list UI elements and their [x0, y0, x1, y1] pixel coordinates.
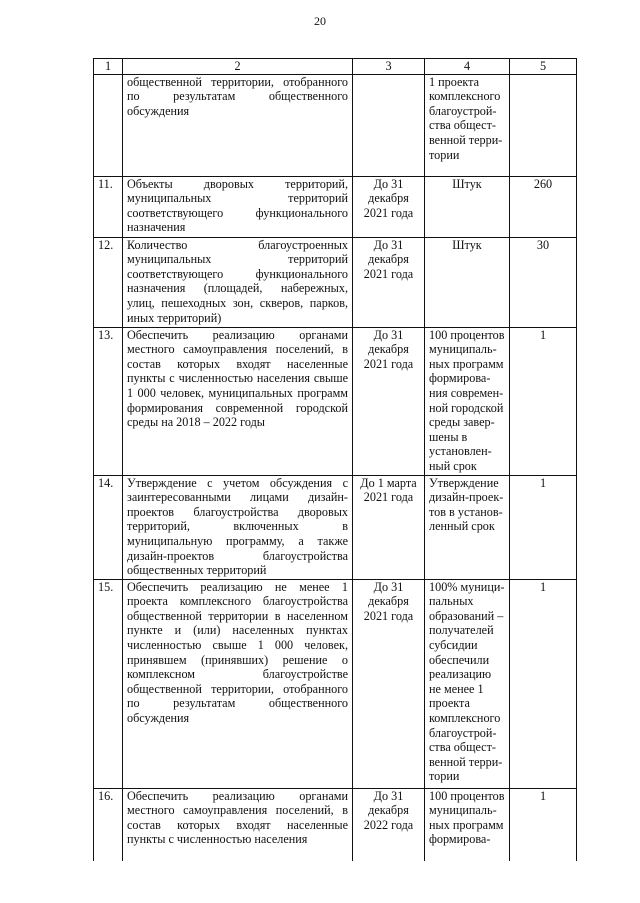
row-deadline: До 31 декабря 2022 года — [353, 788, 425, 861]
column-header: 1 — [94, 59, 123, 75]
row-number: 15. — [94, 579, 123, 788]
row-indicator: 100 процентов муниципаль-ных программ формирова- — [425, 788, 510, 861]
row-description: Количество благоустроенных муниципальных территорий соответствующего функционального назначения (площадей, набережных, улиц, пешеходных зон, скверов, парков, иных территорий) — [123, 237, 353, 327]
row-deadline: До 31 декабря 2021 года — [353, 579, 425, 788]
table-row — [94, 176, 577, 237]
table-row — [94, 475, 577, 579]
row-deadline: До 31 декабря 2021 года — [353, 237, 425, 327]
row-indicator: 100 процентов муниципаль-ных программ формирова-ния современ-ной городской среды завер-шены в установлен-ный срок — [425, 327, 510, 475]
row-description: Обеспечить реализацию не менее 1 проекта комплексного благоустройства общественной территории в населенном пункте и (или) населенных пунктах численностью свыше 1 000 человек, принявшем (принявших) решение о комплексном благоустройстве общественной территории, отобранного по результатам общественного обсуждения — [123, 579, 353, 788]
row-number: 12. — [94, 237, 123, 327]
row-indicator: Штук — [425, 237, 510, 327]
column-header: 2 — [123, 59, 353, 75]
row-description: Обеспечить реализацию органами местного самоуправления поселений, в состав которых входят населенные пункты с численностью населения — [123, 788, 353, 861]
row-indicator: Утверждение дизайн-проек-тов в установ-ленный срок — [425, 475, 510, 579]
row-value: 260 — [510, 176, 577, 237]
row-value: 1 — [510, 788, 577, 861]
row-value — [510, 74, 577, 176]
row-value: 1 — [510, 579, 577, 788]
row-number: 13. — [94, 327, 123, 475]
table-header-row — [94, 59, 577, 75]
row-number: 16. — [94, 788, 123, 861]
table-row — [94, 237, 577, 327]
row-description: Обеспечить реализацию органами местного самоуправления поселений, в состав которых входят населенные пункты с численностью населения свыше 1 000 человек, муниципальных программ формирования современной городской среды на 2018 – 2022 годы — [123, 327, 353, 475]
column-header: 5 — [510, 59, 577, 75]
row-number: 14. — [94, 475, 123, 579]
column-header: 3 — [353, 59, 425, 75]
row-indicator: Штук — [425, 176, 510, 237]
page-number: 20 — [314, 14, 326, 28]
table-row — [94, 74, 577, 176]
row-indicator: 1 проекта комплексного благоустрой-ства общест-венной терри-тории — [425, 74, 510, 176]
row-value: 1 — [510, 327, 577, 475]
indicators-table — [93, 58, 577, 861]
row-number — [94, 74, 123, 176]
row-indicator: 100% муници-пальных образований – получателей субсидии обеспечили реализацию не менее 1 проекта комплексного благоустрой-ства общест-венной терри-тории — [425, 579, 510, 788]
table-row — [94, 788, 577, 861]
row-value: 1 — [510, 475, 577, 579]
row-deadline: До 31 декабря 2021 года — [353, 327, 425, 475]
row-description: общественной территории, отобранного по результатам общественного обсуждения — [123, 74, 353, 176]
row-deadline: До 1 марта 2021 года — [353, 475, 425, 579]
row-number: 11. — [94, 176, 123, 237]
row-deadline: До 31 декабря 2021 года — [353, 176, 425, 237]
row-description: Объекты дворовых территорий, муниципальных территорий соответствующего функционального назначения — [123, 176, 353, 237]
column-header: 4 — [425, 59, 510, 75]
row-value: 30 — [510, 237, 577, 327]
row-deadline — [353, 74, 425, 176]
row-description: Утверждение с учетом обсуждения с заинтересованными лицами дизайн-проектов благоустройства дворовых территорий, включенных в муниципальную программу, а также дизайн-проектов благоустройства общественных территорий — [123, 475, 353, 579]
table-row — [94, 327, 577, 475]
table-row — [94, 579, 577, 788]
